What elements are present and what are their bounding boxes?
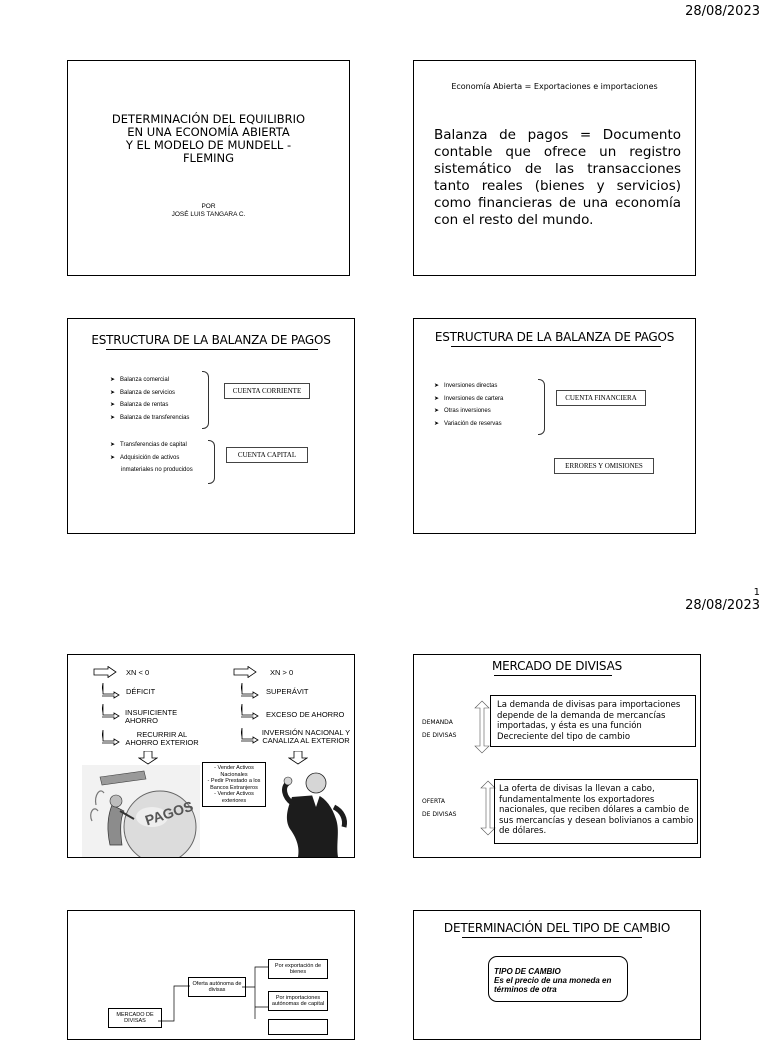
- bent-arrow-icon: [102, 730, 120, 746]
- definition-box: [488, 956, 628, 1002]
- list-item: ➤ Balanza de rentas: [110, 399, 189, 412]
- bent-arrow-icon: [241, 683, 259, 699]
- surplus-label: SUPERÁVIT: [266, 687, 309, 696]
- imports-box: Por importaciones autónomas de capital: [268, 991, 328, 1011]
- market-box: MERCADO DE DIVISAS: [108, 1008, 162, 1028]
- external-savings-label: RECURRIR AL AHORRO EXTERIOR: [125, 730, 199, 747]
- down-arrow-icon: [288, 751, 308, 765]
- list-item-continuation: inmateriales no producidos: [121, 467, 193, 473]
- option-item: - Vender Activos Nacionales: [214, 765, 254, 778]
- option-item: - Pedir Prestado a los Bancos Extranjeros: [207, 778, 261, 791]
- title-line: DETERMINACIÓN DEL EQUILIBRIO: [111, 112, 306, 126]
- brace: [538, 379, 545, 435]
- slide-title: ESTRUCTURA DE LA BALANZA DE PAGOS: [91, 333, 331, 347]
- slide-balanza-definicion: [413, 60, 696, 276]
- cuenta-capital-box: CUENTA CAPITAL: [226, 447, 308, 463]
- title-underline: [106, 349, 318, 350]
- options-box: [202, 762, 266, 807]
- slide-tipo-cambio: [413, 910, 701, 1040]
- title-line: Y EL MODELO DE MUNDELL -: [125, 138, 292, 152]
- down-arrow-icon: [138, 751, 158, 765]
- deficit-label: DÉFICIT: [126, 687, 156, 696]
- slide-heading: Economía Abierta = Exportaciones e importaciones: [451, 82, 658, 91]
- title-underline: [451, 346, 661, 347]
- title-line: EN UNA ECONOMÍA ABIERTA: [127, 125, 290, 139]
- label-line: DEMANDA: [422, 719, 453, 726]
- list-item: ➤ Otras inversiones: [434, 405, 503, 418]
- excess-savings-label: EXCESO DE AHORRO: [266, 710, 345, 719]
- bent-arrow-icon: [102, 704, 120, 720]
- insufficient-savings-label: INSUFICIENTE AHORRO: [125, 708, 178, 725]
- slide-title: ESTRUCTURA DE LA BALANZA DE PAGOS: [434, 330, 675, 344]
- slide-estructura-1: [67, 318, 355, 534]
- label-line: DE DIVISAS: [422, 811, 457, 818]
- clipped-box: [268, 1019, 328, 1035]
- brace: [202, 371, 209, 429]
- national-investment-label: INVERSIÓN NACIONAL Y CANALIZA AL EXTERIOR: [261, 728, 351, 745]
- option-item: - Vender Activos exteriores: [214, 791, 254, 804]
- slide-title: MERCADO DE DIVISAS: [492, 659, 622, 673]
- slide-title-text: [68, 113, 349, 165]
- page-date: 28/08/2023: [685, 4, 760, 19]
- bent-arrow-icon: [241, 704, 259, 720]
- list-item: ➤ Balanza comercial: [110, 374, 189, 387]
- slide-title: [67, 60, 350, 276]
- brace-arrow-icon: [472, 700, 490, 754]
- label-line: OFERTA: [422, 798, 446, 805]
- brace: [208, 440, 215, 484]
- list-item: ➤ Adquisición de activos: [110, 452, 193, 465]
- list-item: ➤ Variación de reservas: [434, 418, 503, 431]
- supply-label: [422, 795, 456, 821]
- list-item: ➤ Balanza de servicios: [110, 387, 189, 400]
- list-item: ➤ Transferencias de capital: [110, 439, 193, 452]
- definition-text: Balanza de pagos = Documento contable que ofrece un registro sistemático de las transacciones tanto reales (bienes y servicios) como financieras de una economía con el resto del mundo.: [434, 127, 681, 228]
- xn-positive: XN > 0: [270, 668, 294, 677]
- pagos-ball-illustration: [82, 765, 200, 857]
- slide-mercado-divisas: [413, 654, 701, 858]
- supply-box: Oferta autónoma de divisas: [188, 977, 246, 997]
- page-date: 28/08/2023: [685, 598, 760, 613]
- connector-lines: [242, 959, 268, 1019]
- right-arrow-icon: [233, 666, 257, 678]
- by-label: POR: [201, 203, 216, 210]
- errores-omisiones-box: ERRORES Y OMISIONES: [554, 458, 654, 474]
- list-item: ➤ Balanza de transferencias: [110, 412, 189, 425]
- slide-title: DETERMINACIÓN DEL TIPO DE CAMBIO: [443, 921, 671, 935]
- demand-box: La demanda de divisas para importaciones depende de la demanda de mercancías importadas, y ésta es una función Decreciente del tipo de cambio: [490, 695, 696, 747]
- supply-box: La oferta de divisas la llevan a cabo, fundamentalmente los exportadores nacionales, que reciben dólares a cambio de sus mercancías y desean bolivianos a cambio de dólares.: [494, 779, 698, 844]
- xn-negative: XN < 0: [126, 668, 150, 677]
- slide-mercado-esquema: [67, 910, 355, 1040]
- author-name: JOSÉ LUIS TANGARA C.: [171, 211, 246, 218]
- demand-label: [422, 716, 456, 742]
- financial-account-list: [434, 380, 503, 430]
- list-item: ➤ Inversiones de cartera: [434, 393, 503, 406]
- capital-account-list: [110, 439, 193, 477]
- page-number: 1: [753, 587, 760, 598]
- box-text: Es el precio de una moneda en términos de otra: [494, 976, 612, 994]
- title-underline: [462, 937, 642, 938]
- box-title: TIPO DE CAMBIO: [494, 967, 561, 976]
- slide-estructura-2: [413, 318, 696, 534]
- title-line: FLEMING: [182, 151, 235, 165]
- title-underline: [494, 675, 612, 676]
- ball-label: PAGOS: [142, 797, 196, 829]
- label-line: DE DIVISAS: [422, 732, 457, 739]
- connector-lines: [158, 966, 190, 1026]
- current-account-list: [110, 374, 189, 424]
- bent-arrow-icon: [102, 683, 120, 699]
- slide-xn-flow: [67, 654, 355, 858]
- cuenta-corriente-box: CUENTA CORRIENTE: [224, 383, 310, 399]
- right-arrow-icon: [93, 666, 117, 678]
- exports-box: Por exportación de bienes: [268, 959, 328, 979]
- cuenta-financiera-box: CUENTA FINANCIERA: [556, 390, 646, 406]
- list-item: ➤ Inversiones directas: [434, 380, 503, 393]
- businessman-illustration: [278, 767, 354, 857]
